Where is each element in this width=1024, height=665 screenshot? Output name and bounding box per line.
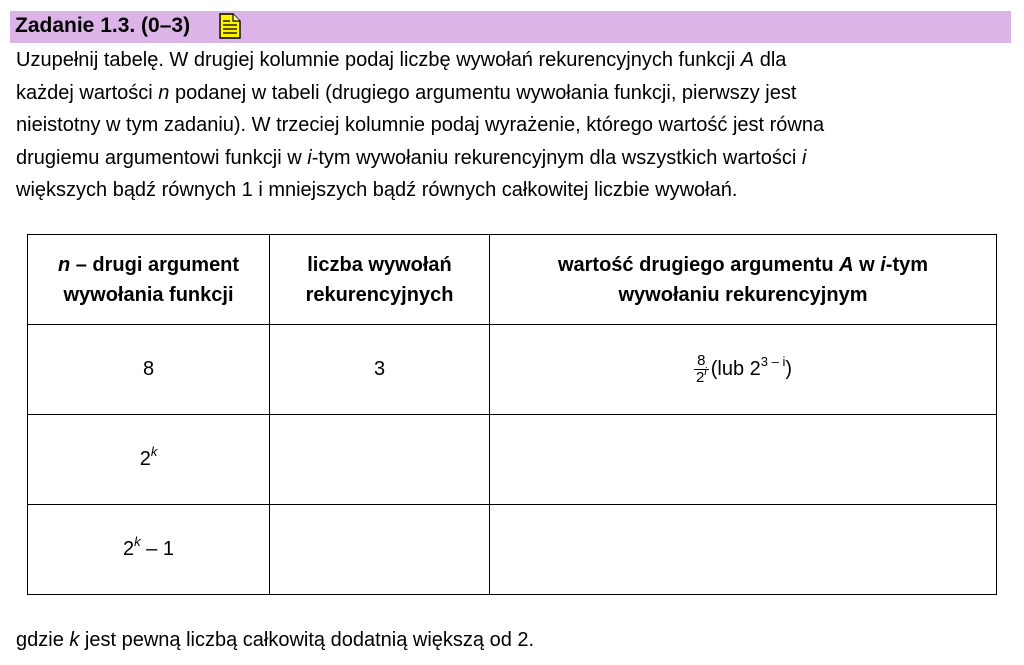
table-row bbox=[28, 325, 997, 415]
table-row bbox=[28, 505, 997, 595]
instruction-line-2: każdej wartości n podanej w tabeli (drugiego argumentu wywołania funkcji, pierwszy jest bbox=[16, 81, 797, 104]
header-call-count: liczba wywołań rekurencyjnych bbox=[270, 235, 490, 325]
instruction-line-4: drugiemu argumentowi funkcji w i-tym wywołaniu rekurencyjnym dla wszystkich wartości i bbox=[16, 146, 807, 169]
cell-call-count[interactable] bbox=[270, 505, 490, 595]
fraction: $\frac{8}{2^i}$ bbox=[695, 352, 707, 386]
cell-argument-expression[interactable] bbox=[490, 415, 997, 505]
cell-n-value: 2$^k$ bbox=[28, 415, 270, 505]
instruction-line-5: większych bądź równych 1 i mniejszych bądź równych całkowitej liczbie wywołań. bbox=[16, 179, 738, 201]
header-second-argument-value: wartość drugiego argumentu A w i-tym wywołaniu rekurencyjnym bbox=[490, 235, 997, 325]
cell-call-count[interactable]: 3 bbox=[270, 325, 490, 415]
task-title: Zadanie 1.3. (0–3) bbox=[15, 14, 191, 37]
task-instructions bbox=[16, 44, 1006, 207]
cell-n-value: 8 bbox=[28, 325, 270, 415]
note-icon bbox=[219, 13, 241, 39]
cell-n-value: 2$^k$ – 1 bbox=[28, 505, 270, 595]
instruction-line-1: Uzupełnij tabelę. W drugiej kolumnie podaj liczbę wywołań rekurencyjnych funkcji A dla bbox=[16, 49, 787, 71]
cell-argument-expression[interactable]: $\frac{8}{2^i}$ (lub 2$^{3 - i}$) bbox=[490, 325, 997, 415]
cell-call-count[interactable] bbox=[270, 415, 490, 505]
table-header-row bbox=[28, 235, 997, 325]
cell-argument-expression[interactable] bbox=[490, 505, 997, 595]
exponent: 3 – i bbox=[760, 354, 786, 370]
instruction-line-3: nieistotny w tym zadaniu). W trzeciej kolumnie podaj wyrażenie, którego wartość jest równa bbox=[16, 114, 825, 136]
answer-table bbox=[27, 234, 997, 595]
footer-note: gdzie k jest pewną liczbą całkowitą dodatnią większą od 2. bbox=[16, 629, 535, 651]
table-row bbox=[28, 415, 997, 505]
header-n-argument: n – drugi argument wywołania funkcji bbox=[28, 235, 270, 325]
